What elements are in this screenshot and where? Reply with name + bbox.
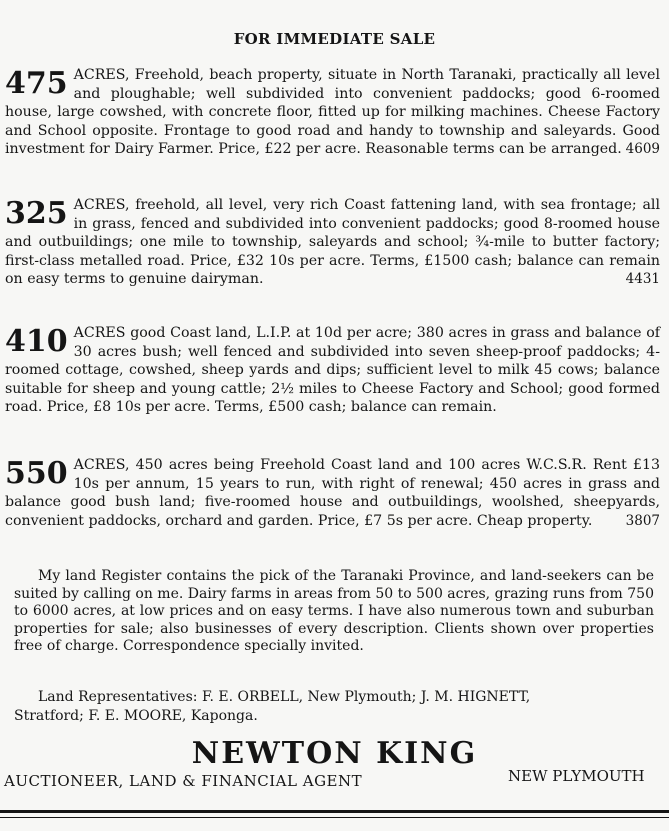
listing-text: ACRES, freehold, all level, very rich Coast fattening land, with sea frontage; all in grass, fenced and subdivided into convenient paddocks; good 8-roomed house and outbuildings; one mile to township, saleyards and school; ¾-mile to butter factory; first-class metalled road. Price, £32 10s per acre. Terms, £1500 cash; balance can remain on easy terms to genuine dairyman. (5, 197, 660, 288)
listing-acreage: 410 (5, 324, 68, 359)
listing-acreage: 550 (5, 456, 68, 491)
listing-475 (5, 66, 660, 159)
listing-acreage: 325 (5, 196, 68, 231)
bottom-rule (0, 810, 669, 813)
representatives-line-2: Stratford; F. E. MOORE, Kaponga. (14, 708, 258, 724)
firm-title: AUCTIONEER, LAND & FINANCIAL AGENT (4, 772, 363, 790)
listing-text: ACRES, Freehold, beach property, situate in North Taranaki, practically all level and ploughable; well subdivided into convenient paddocks; good 6-roomed house, large cowshed, with concrete floor, fitted up for milking machines. Cheese Factory and School opposite. Frontage to good road and handy to township and saleyards. Good investment for Dairy Farmer. Price, £22 per acre. Reasonable terms can be arranged. (5, 67, 660, 158)
representatives-line-1: Land Representatives: F. E. ORBELL, New Plymouth; J. M. HIGNETT, (38, 689, 531, 705)
listing-ref: 4609 (625, 141, 660, 158)
listing-ref: 4431 (625, 271, 660, 288)
listing-text: ACRES good Coast land, L.I.P. at 10d per acre; 380 acres in grass and balance of 30 acres bush; well fenced and subdivided into seven sheep-proof paddocks; 4-roomed cottage, cowshed, sheep yards and dips; sufficient level to milk 45 cows; balance suitable for sheep and young cattle; 2½ miles to Cheese Factory and School; good formed road. Price, £8 10s per acre. Terms, £500 cash; balance can remain. (5, 325, 660, 416)
listing-550 (5, 456, 660, 530)
register-paragraph: My land Register contains the pick of the Taranaki Province, and land-seekers can be suited by calling on me. Dairy farms in areas from 50 to 500 acres, grazing runs from 750 to 6000 acres, at low prices and on easy terms. I have also numerous town and suburban properties for sale; also businesses of every description. Clients shown over properties free of charge. Correspondence specially invited. (14, 568, 654, 654)
firm-location: NEW PLYMOUTH (508, 767, 645, 785)
page-heading: FOR IMMEDIATE SALE (233, 30, 436, 48)
bottom-rule-thin (0, 817, 669, 818)
listing-text: ACRES, 450 acres being Freehold Coast land and 100 acres W.C.S.R. Rent £13 10s per annum, 15 years to run, with right of renewal; 450 acres in grass and balance good bush land; five-roomed house and outbuildings, woolshed, sheepyards, convenient paddocks, orchard and garden. Price, £7 5s per acre. Cheap property. (5, 457, 660, 529)
listing-410 (5, 324, 660, 417)
representatives (14, 688, 654, 726)
listing-ref: 3807 (625, 512, 660, 529)
listing-325 (5, 196, 660, 289)
firm-name: NEWTON KING (191, 736, 478, 771)
listing-acreage: 475 (5, 66, 68, 101)
